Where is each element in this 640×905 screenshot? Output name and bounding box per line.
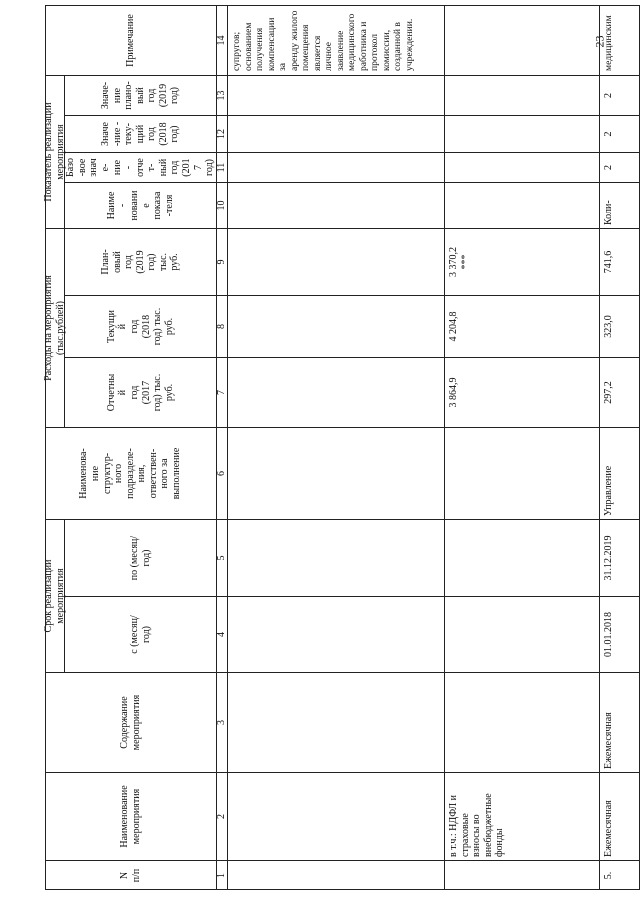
row-2-c2019 — [445, 228, 600, 295]
header-term-to — [65, 519, 217, 596]
column-number — [217, 152, 228, 182]
row-1-no — [228, 860, 445, 890]
column-number-text: 12 — [216, 129, 228, 139]
row-2-c2017 — [445, 357, 600, 427]
row-3-c2017 — [600, 357, 640, 427]
row-3-from — [600, 596, 640, 672]
column-number-text: 1 — [216, 873, 228, 878]
row-3-to-text: 31.12.2019 — [603, 535, 614, 581]
row-1-from — [228, 596, 445, 672]
header-dept-text: Наименова- ние структур- ного подразделе- ния, ответствен- ного за выполнение — [78, 447, 183, 500]
row-3-ind-base-text: 2 — [603, 165, 614, 170]
column-number-text: 14 — [216, 35, 228, 46]
header-no-text: N п/п — [118, 868, 142, 883]
header-note — [45, 5, 217, 75]
column-number — [217, 772, 228, 860]
row-1-c2017 — [228, 357, 445, 427]
row-3-c2018-text: 323,0 — [603, 315, 614, 338]
column-number — [217, 672, 228, 772]
column-number — [217, 357, 228, 427]
row-3-ind-plan-text: 2 — [603, 93, 614, 98]
row-1-to — [228, 519, 445, 596]
header-no — [45, 860, 217, 890]
column-number-text: 13 — [216, 90, 228, 101]
header-ind-plan — [65, 75, 217, 115]
header-cost-current-text: Текущи й год (2018 год) тыс. руб. — [105, 307, 175, 346]
row-3-to — [600, 519, 640, 596]
row-3-name-text: Ежемесячная — [603, 800, 614, 857]
column-number-text: 3 — [216, 720, 228, 725]
header-ind-plan-text: Значе- ние плано- вый год (2019 год) — [99, 81, 181, 110]
row-1-ind-name — [228, 182, 445, 228]
row-3-note — [600, 5, 640, 75]
row-2-dept — [445, 427, 600, 519]
header-cost-report-text: Отчетны й год (2017 год) тыс. руб. — [105, 373, 175, 412]
header-cost-report — [65, 357, 217, 427]
column-number-text: 7 — [216, 390, 228, 395]
column-number-text: 5 — [216, 555, 228, 561]
row-2-content — [445, 672, 600, 772]
column-number-text: 4 — [216, 632, 228, 637]
row-3-c2017-text: 297,2 — [603, 381, 614, 404]
header-content-text: Содержание мероприятия — [118, 694, 142, 751]
header-ind-base — [65, 152, 217, 182]
header-ind-base-text: Базо -вое знач е- ние - отче т- ный год (201 7 год) — [65, 157, 216, 178]
header-term-from — [65, 596, 217, 672]
header-name — [45, 772, 217, 860]
column-number-text: 11 — [216, 162, 228, 173]
header-ind-name — [65, 182, 217, 228]
row-2-from — [445, 596, 600, 672]
row-1-name — [228, 772, 445, 860]
row-2-ind-base — [445, 152, 600, 182]
row-1-ind-plan — [228, 75, 445, 115]
column-number-text: 9 — [216, 259, 228, 265]
header-costs-group-text: Расходы на мероприятия (тыс.рублей) — [42, 275, 66, 381]
row-3-c2019-text: 741,6 — [603, 250, 614, 274]
row-2-ind-name — [445, 182, 600, 228]
column-number — [217, 115, 228, 152]
header-dept — [45, 427, 217, 519]
row-2-name — [445, 772, 600, 860]
column-number — [217, 75, 228, 115]
row-3-name — [600, 772, 640, 860]
row-3-dept-text: Управление — [603, 465, 614, 516]
column-number — [217, 228, 228, 295]
column-number-text: 2 — [216, 814, 228, 819]
row-1-ind-base — [228, 152, 445, 182]
column-number — [217, 427, 228, 519]
row-3-ind-current — [600, 115, 640, 152]
row-1-dept — [228, 427, 445, 519]
row-3-note-text: медицинским — [603, 15, 614, 71]
row-3-ind-name — [600, 182, 640, 228]
row-2-no — [445, 860, 600, 890]
row-3-ind-base — [600, 152, 640, 182]
row-2-c2018 — [445, 295, 600, 357]
header-indicator-group — [42, 75, 66, 228]
header-cost-current — [65, 295, 217, 357]
header-content — [45, 672, 217, 772]
row-1-content — [228, 672, 445, 772]
header-ind-name-text: Наиме - новани е показа -теля — [105, 190, 175, 221]
header-term-to-text: по (месяц/ год) — [128, 535, 152, 581]
row-3-c2019 — [600, 228, 640, 295]
row-3-dept — [600, 427, 640, 519]
row-2-name-text: в т.ч.: НДФЛ и страховые взносы во внебюджетные фонды — [448, 793, 506, 857]
column-number-text: 10 — [216, 200, 228, 211]
column-number-text: 8 — [216, 324, 228, 329]
header-term-group-text: Срок реализации мероприятия — [42, 559, 66, 633]
row-2-ind-current — [445, 115, 600, 152]
header-ind-current — [65, 115, 217, 152]
row-2-to — [445, 519, 600, 596]
row-2-c2017-text: 3 864,9 — [448, 377, 459, 408]
header-ind-current-text: Значе -ние - теку- щий год (2018 год) — [99, 121, 181, 147]
row-3-ind-current-text: 2 — [603, 131, 614, 137]
row-1-note — [228, 5, 445, 75]
row-3-no — [600, 860, 640, 890]
header-indicator-group-text: Показатель реализации мероприятия — [42, 102, 66, 202]
column-number — [217, 182, 228, 228]
column-number — [217, 519, 228, 596]
row-1-note-text: супругов; основанием получения компенсации за аренду жилого помещения является личное заявление медицинского работника и протокол комиссии, созданной в учреждении. — [231, 10, 415, 71]
header-term-group — [42, 519, 66, 672]
header-costs-group — [42, 228, 66, 427]
row-3-c2018 — [600, 295, 640, 357]
row-1-c2018 — [228, 295, 445, 357]
row-1-ind-current — [228, 115, 445, 152]
row-3-content-text: Ежемесячная — [603, 712, 614, 769]
row-3-no-text: 5. — [603, 871, 614, 880]
header-note-text: Примечание — [124, 14, 136, 67]
row-3-content — [600, 672, 640, 772]
header-cost-plan — [65, 228, 217, 295]
column-number — [217, 860, 228, 890]
row-1-c2019 — [228, 228, 445, 295]
page-number: 23 — [592, 35, 607, 48]
row-3-ind-plan — [600, 75, 640, 115]
header-cost-plan-text: План- овый год (2019 год) тыс. руб. — [99, 249, 181, 275]
column-number — [217, 5, 228, 75]
header-term-from-text: с (месяц/ год) — [128, 615, 152, 654]
header-name-text: Наименование мероприятия — [118, 785, 142, 848]
column-number — [217, 295, 228, 357]
row-2-ind-plan — [445, 75, 600, 115]
measures-table — [42, 5, 640, 890]
row-3-ind-name-text: Коли- — [603, 200, 614, 225]
column-number — [217, 596, 228, 672]
column-number-text: 6 — [216, 471, 228, 476]
row-2-c2019-text: 3 370,2 *** — [448, 247, 471, 277]
row-3-from-text: 01.01.2018 — [603, 612, 614, 657]
row-2-note — [445, 5, 600, 75]
row-2-c2018-text: 4 204,8 — [448, 311, 459, 342]
